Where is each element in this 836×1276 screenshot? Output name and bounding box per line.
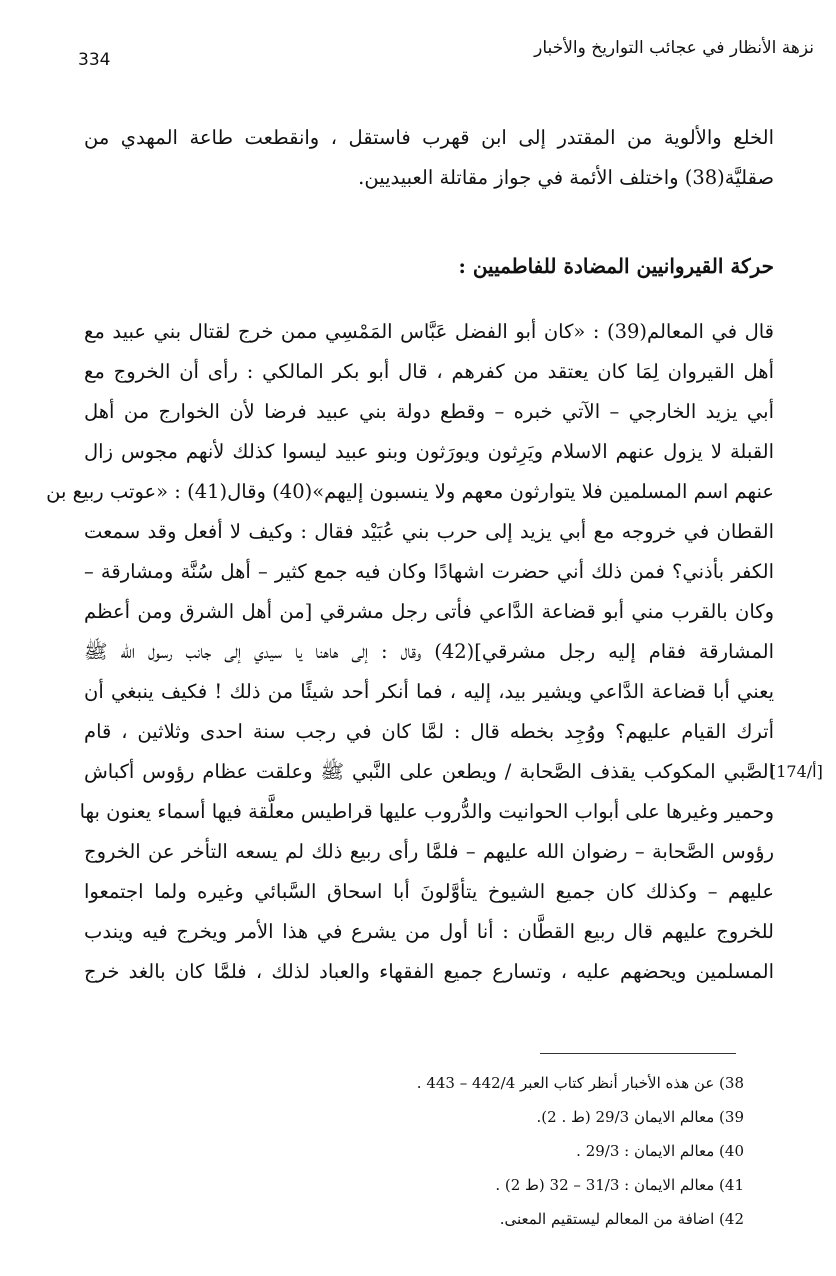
text-line: الخلع والألوية من المقتدر إلى ابن قهرب فاستقل ، وانقطعت طاعة المهدي من bbox=[84, 126, 774, 149]
text-line: الصَّبي المكوكب يقذف الصَّحابة / ويطعن على النَّبي ﷺ وعلقت عظام رؤوس أكباش bbox=[84, 760, 774, 783]
text-line: وكان بالقرب مني أبو قضاعة الدَّاعي فأتى رجل مشرقي [من أهل الشرق ومن أعظم bbox=[84, 600, 774, 623]
footnote-item: 39) معالم الايمان 29/3 (ط . 2). bbox=[536, 1108, 744, 1126]
text-line: أهل القيروان لِمَا كان يعتقد من كفرهم ، قال أبو بكر المالكي : رأى أن الخروج مع bbox=[84, 360, 774, 383]
footnote-item: 42) اضافة من المعالم ليستقيم المعنى. bbox=[499, 1210, 744, 1228]
text-line: وحمير وغيرها على أبواب الحوانيت والدُّروب عليها قراطيس معلَّقة فيها أسماء يعنون بها bbox=[79, 800, 774, 823]
section-heading: حركة القيروانيين المضادة للفاطميين : bbox=[458, 254, 774, 278]
text-line: أترك القيام عليهم؟ ووُجِد بخطه قال : لمَّا كان في رجب سنة احدى وثلاثين ، قام bbox=[84, 720, 774, 743]
text-line: قال في المعالم(39) : «كان أبو الفضل عَبَّاس المَمْسِي ممن خرج لقتال بني عبيد مع bbox=[84, 320, 774, 343]
intro-paragraph bbox=[84, 118, 774, 198]
text-line: المسلمين ويحضهم عليه ، وتسارع جميع الفقهاء والعباد لذلك ، فلمَّا كان بالغد خرج bbox=[84, 960, 774, 983]
footnote-divider bbox=[540, 1053, 736, 1054]
text-line: صقليَّة(38) واختلف الأئمة في جواز مقاتلة العبيديين. bbox=[358, 166, 774, 189]
text-line: المشارقة فقام إليه رجل مشرقي](42) وقال : إلى هاهنا يا سيدي إلى جانب رسول الله ﷺ bbox=[84, 640, 774, 663]
footnote-item: 40) معالم الايمان : 29/3 . bbox=[576, 1142, 744, 1160]
footnotes bbox=[144, 1066, 744, 1236]
text-line: عنهم اسم المسلمين فلا يتوارثون معهم ولا ينسبون إليهم»(40) وقال(41) : «عوتب ربيع بن bbox=[46, 480, 774, 503]
text-line: يعني أبا قضاعة الدَّاعي ويشير بيد، إليه ، فما أنكر أحد شيئًا من ذلك ! فكيف ينبغي أن bbox=[84, 680, 774, 703]
text-line: القبلة لا يزول عنهم الاسلام ويَرِثون ويورَثون وبنو عبيد ليسوا كذلك لأنهم مجوس زال bbox=[84, 440, 774, 463]
text-line: القطان في خروجه مع أبي يزيد إلى حرب بني عُبَيْد فقال : وكيف لا أفعل وقد سمعت bbox=[84, 520, 774, 543]
running-title: نزهة الأنظار في عجائب التواريخ والأخبار bbox=[534, 38, 814, 58]
text-line: عليهم – وكذلك كان جميع الشيوخ يتأوَّلونَ أبا اسحاق السَّبائي وغيره ولما اجتمعوا bbox=[84, 880, 774, 903]
text-line: رؤوس الصَّحابة – رضوان الله عليهم – فلمَّا رأى ربيع ذلك لم يسعه التأخر عن الخروج bbox=[84, 840, 774, 863]
main-paragraph bbox=[46, 312, 774, 992]
text-line: أبي يزيد الخارجي – الآتي خبره – وقطع دولة بني عبيد فرضا لأن الخوارج من أهل bbox=[84, 400, 774, 423]
text-line: الكفر بأذني؟ فمن ذلك أني حضرت اشهادًا وكان فيه جمع كثير – أهل سُنَّة ومشارقة – bbox=[84, 560, 774, 583]
page-number: 334 bbox=[78, 50, 111, 70]
footnote-item: 38) عن هذه الأخبار أنظر كتاب العبر 442/4 – 443 . bbox=[416, 1074, 744, 1092]
folio-margin-note: [174/أ] bbox=[770, 762, 823, 781]
footnote-item: 41) معالم الايمان : 31/3 – 32 (ط 2) . bbox=[495, 1176, 744, 1194]
text-line: للخروج عليهم قال ربيع القطَّان : أنا أول من يشرع في هذا الأمر ويخرج فيه ويندب bbox=[84, 920, 774, 943]
